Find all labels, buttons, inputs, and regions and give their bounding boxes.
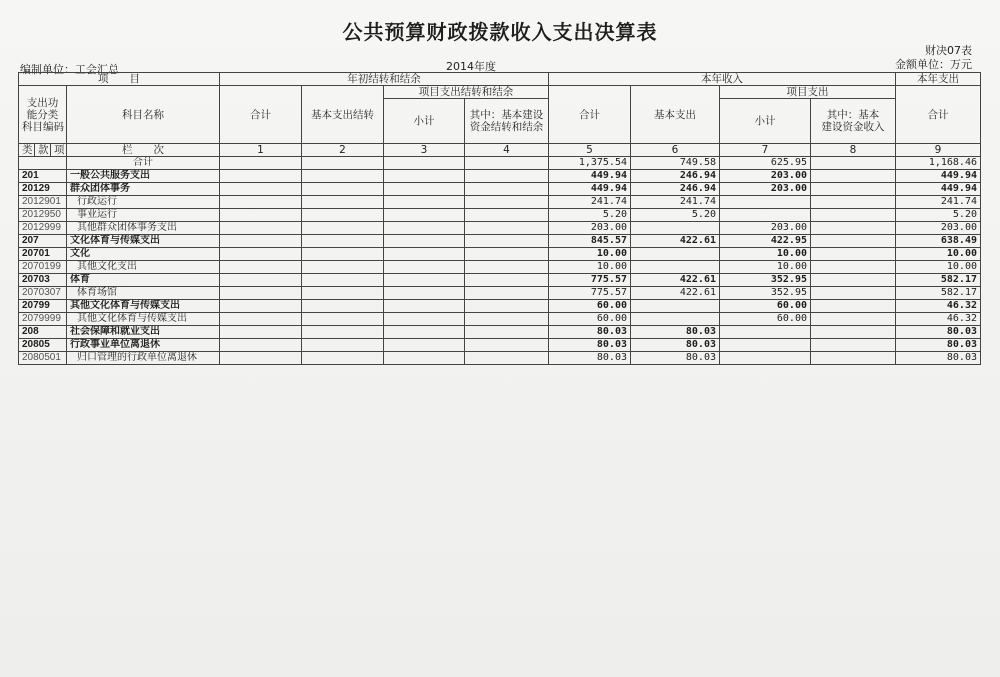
table-row <box>19 157 981 170</box>
cell-col-2 <box>302 248 384 261</box>
cell-col-7: 203.00 <box>720 183 811 196</box>
row-code: 208 <box>19 326 67 339</box>
cell-col-6: 80.03 <box>631 326 720 339</box>
row-subject-name: 体育 <box>67 274 220 287</box>
cell-col-2 <box>302 287 384 300</box>
row-code: 20799 <box>19 300 67 313</box>
col-no-5: 5 <box>549 144 631 157</box>
cell-col-3 <box>384 274 465 287</box>
cell-col-8 <box>811 196 896 209</box>
col-no-1: 1 <box>220 144 302 157</box>
cell-col-8 <box>811 339 896 352</box>
cell-col-8 <box>811 157 896 170</box>
col-no-4: 4 <box>465 144 549 157</box>
cell-col-6 <box>631 300 720 313</box>
cell-col-4 <box>465 157 549 170</box>
header-project-carry: 项目支出结转和结余 <box>384 86 549 99</box>
cell-col-5: 5.20 <box>549 209 631 222</box>
header-carry-infra-line1: 其中：基本建设 <box>469 109 544 121</box>
cell-col-9: 10.00 <box>896 248 981 261</box>
cell-col-4 <box>465 235 549 248</box>
header-subject-name: 科目名称 <box>67 86 220 144</box>
row-code <box>19 157 67 170</box>
cell-col-3 <box>384 326 465 339</box>
table-row <box>19 339 981 352</box>
cell-col-2 <box>302 313 384 326</box>
cell-col-8 <box>811 183 896 196</box>
header-carry-infra <box>465 99 549 144</box>
cell-col-3 <box>384 352 465 365</box>
cell-col-2 <box>302 300 384 313</box>
cell-col-9: 203.00 <box>896 222 981 235</box>
col-no-9: 9 <box>896 144 981 157</box>
row-code: 201 <box>19 170 67 183</box>
row-subject-name: 其他文化体育与传媒支出 <box>67 300 220 313</box>
cell-col-7: 352.95 <box>720 274 811 287</box>
header-project-infra-line2: 建设资金收入 <box>821 121 885 133</box>
cell-col-3 <box>384 170 465 183</box>
cell-col-1 <box>220 300 302 313</box>
cell-col-8 <box>811 274 896 287</box>
cell-col-1 <box>220 261 302 274</box>
cell-col-5: 203.00 <box>549 222 631 235</box>
cell-col-1 <box>220 170 302 183</box>
cell-col-3 <box>384 196 465 209</box>
header-item: 项 目 <box>19 73 220 86</box>
amount-unit: 金额单位：万元 <box>895 58 972 71</box>
cell-col-7 <box>720 352 811 365</box>
document-title: 公共预算财政拨款收入支出决算表 <box>342 20 658 44</box>
cell-col-2 <box>302 170 384 183</box>
cell-col-8 <box>811 170 896 183</box>
cell-col-3 <box>384 222 465 235</box>
cell-col-7 <box>720 196 811 209</box>
header-basic-carry: 基本支出结转 <box>302 86 384 144</box>
header-carry-subtotal: 小计 <box>384 99 465 144</box>
cell-col-3 <box>384 183 465 196</box>
cell-col-9: 5.20 <box>896 209 981 222</box>
row-code: 20805 <box>19 339 67 352</box>
header-project-subtotal: 小计 <box>720 99 811 144</box>
header-func-class-line3: 科目编码 <box>22 120 64 133</box>
cell-col-3 <box>384 209 465 222</box>
cell-col-4 <box>465 196 549 209</box>
row-code: 2070199 <box>19 261 67 274</box>
cell-col-9: 582.17 <box>896 287 981 300</box>
cell-col-5: 241.74 <box>549 196 631 209</box>
cell-col-3 <box>384 235 465 248</box>
cell-col-4 <box>465 287 549 300</box>
cell-col-2 <box>302 157 384 170</box>
cell-col-5: 449.94 <box>549 170 631 183</box>
cell-col-6: 80.03 <box>631 339 720 352</box>
cell-col-5: 80.03 <box>549 326 631 339</box>
cell-col-4 <box>465 300 549 313</box>
cell-col-1 <box>220 209 302 222</box>
header-column-no: 栏 次 <box>67 144 220 157</box>
cell-col-3 <box>384 313 465 326</box>
cell-col-6: 241.74 <box>631 196 720 209</box>
col-no-8: 8 <box>811 144 896 157</box>
cell-col-4 <box>465 183 549 196</box>
cell-col-2 <box>302 339 384 352</box>
cell-col-7: 10.00 <box>720 261 811 274</box>
cell-col-1 <box>220 326 302 339</box>
cell-col-6: 80.03 <box>631 352 720 365</box>
cell-col-7: 60.00 <box>720 313 811 326</box>
fiscal-year: 2014年度 <box>446 60 496 73</box>
row-code: 2012901 <box>19 196 67 209</box>
cell-col-7: 422.95 <box>720 235 811 248</box>
cell-col-6 <box>631 261 720 274</box>
header-expense-total: 合计 <box>896 86 981 144</box>
row-subject-name: 文化体育与传媒支出 <box>67 235 220 248</box>
row-subject-name: 行政事业单位离退休 <box>67 339 220 352</box>
cell-col-5: 10.00 <box>549 248 631 261</box>
cell-col-5: 60.00 <box>549 313 631 326</box>
cell-col-9: 80.03 <box>896 339 981 352</box>
cell-col-8 <box>811 235 896 248</box>
header-lei: 类 <box>19 144 35 157</box>
cell-col-8 <box>811 287 896 300</box>
cell-col-2 <box>302 235 384 248</box>
cell-col-1 <box>220 274 302 287</box>
cell-col-5: 1,375.54 <box>549 157 631 170</box>
cell-col-7 <box>720 209 811 222</box>
cell-col-3 <box>384 339 465 352</box>
cell-col-6: 246.94 <box>631 183 720 196</box>
table-row <box>19 248 981 261</box>
header-carry-infra-line2: 资金结转和结余 <box>469 121 544 133</box>
row-subject-name: 一般公共服务支出 <box>67 170 220 183</box>
cell-col-8 <box>811 300 896 313</box>
table-row <box>19 183 981 196</box>
col-no-6: 6 <box>631 144 720 157</box>
row-subject-name: 文化 <box>67 248 220 261</box>
cell-col-3 <box>384 287 465 300</box>
row-code: 2012950 <box>19 209 67 222</box>
cell-col-7: 203.00 <box>720 222 811 235</box>
table-row <box>19 222 981 235</box>
row-code: 2080501 <box>19 352 67 365</box>
row-subject-name: 合计 <box>67 157 220 170</box>
cell-col-5: 80.03 <box>549 352 631 365</box>
cell-col-5: 80.03 <box>549 339 631 352</box>
cell-col-6: 422.61 <box>631 235 720 248</box>
cell-col-4 <box>465 222 549 235</box>
header-current-expense: 本年支出 <box>896 73 981 86</box>
header-kuan: 款 <box>35 144 51 157</box>
row-subject-name: 体育场馆 <box>67 287 220 300</box>
cell-col-1 <box>220 196 302 209</box>
row-subject-name: 其他群众团体事务支出 <box>67 222 220 235</box>
cell-col-9: 582.17 <box>896 274 981 287</box>
cell-col-3 <box>384 300 465 313</box>
cell-col-2 <box>302 209 384 222</box>
row-subject-name: 行政运行 <box>67 196 220 209</box>
cell-col-1 <box>220 157 302 170</box>
row-subject-name: 其他文化体育与传媒支出 <box>67 313 220 326</box>
table-row <box>19 352 981 365</box>
cell-col-6: 422.61 <box>631 274 720 287</box>
cell-col-9: 10.00 <box>896 261 981 274</box>
cell-col-8 <box>811 261 896 274</box>
reporting-unit: 编制单位：工会汇总 <box>20 63 119 76</box>
cell-col-7: 625.95 <box>720 157 811 170</box>
cell-col-9: 46.32 <box>896 313 981 326</box>
cell-col-1 <box>220 313 302 326</box>
cell-col-5: 775.57 <box>549 274 631 287</box>
col-no-3: 3 <box>384 144 465 157</box>
col-no-7: 7 <box>720 144 811 157</box>
budget-table <box>18 72 981 365</box>
cell-col-7: 203.00 <box>720 170 811 183</box>
cell-col-5: 60.00 <box>549 300 631 313</box>
cell-col-7 <box>720 339 811 352</box>
cell-col-1 <box>220 339 302 352</box>
row-code: 207 <box>19 235 67 248</box>
table-row <box>19 196 981 209</box>
cell-col-1 <box>220 183 302 196</box>
cell-col-4 <box>465 261 549 274</box>
cell-col-6: 422.61 <box>631 287 720 300</box>
cell-col-3 <box>384 261 465 274</box>
cell-col-4 <box>465 209 549 222</box>
cell-col-8 <box>811 352 896 365</box>
cell-col-4 <box>465 339 549 352</box>
row-subject-name: 群众团体事务 <box>67 183 220 196</box>
header-opening-total: 合计 <box>220 86 302 144</box>
cell-col-4 <box>465 352 549 365</box>
cell-col-6 <box>631 313 720 326</box>
cell-col-5: 845.57 <box>549 235 631 248</box>
table-row <box>19 170 981 183</box>
header-opening-balance: 年初结转和结余 <box>220 73 549 86</box>
cell-col-5: 10.00 <box>549 261 631 274</box>
header-func-class-line1: 支出功 <box>26 96 59 109</box>
header-project-infra <box>811 99 896 144</box>
table-row <box>19 300 981 313</box>
row-subject-name: 归口管理的行政单位离退休 <box>67 352 220 365</box>
cell-col-4 <box>465 313 549 326</box>
cell-col-3 <box>384 248 465 261</box>
cell-col-6: 5.20 <box>631 209 720 222</box>
cell-col-9: 638.49 <box>896 235 981 248</box>
cell-col-1 <box>220 235 302 248</box>
table-row <box>19 209 981 222</box>
table-row <box>19 261 981 274</box>
cell-col-8 <box>811 222 896 235</box>
header-basic-expense: 基本支出 <box>631 86 720 144</box>
header-func-class-line2: 能分类 <box>26 108 59 121</box>
cell-col-7 <box>720 326 811 339</box>
row-code: 20703 <box>19 274 67 287</box>
header-project-expense: 项目支出 <box>720 86 896 99</box>
header-current-income: 本年收入 <box>549 73 896 86</box>
cell-col-5: 449.94 <box>549 183 631 196</box>
form-number: 财决07表 <box>925 44 972 57</box>
row-code: 20701 <box>19 248 67 261</box>
cell-col-8 <box>811 209 896 222</box>
row-subject-name: 社会保障和就业支出 <box>67 326 220 339</box>
cell-col-7: 352.95 <box>720 287 811 300</box>
table-row <box>19 326 981 339</box>
header-func-class <box>19 86 67 144</box>
cell-col-2 <box>302 261 384 274</box>
cell-col-2 <box>302 352 384 365</box>
cell-col-1 <box>220 352 302 365</box>
table-body <box>19 157 981 365</box>
cell-col-6: 246.94 <box>631 170 720 183</box>
cell-col-3 <box>384 157 465 170</box>
cell-col-5: 775.57 <box>549 287 631 300</box>
cell-col-6 <box>631 248 720 261</box>
cell-col-9: 449.94 <box>896 183 981 196</box>
row-subject-name: 事业运行 <box>67 209 220 222</box>
cell-col-4 <box>465 326 549 339</box>
cell-col-4 <box>465 248 549 261</box>
cell-col-1 <box>220 222 302 235</box>
row-subject-name: 其他文化支出 <box>67 261 220 274</box>
cell-col-8 <box>811 313 896 326</box>
cell-col-8 <box>811 248 896 261</box>
table-row <box>19 274 981 287</box>
cell-col-7: 10.00 <box>720 248 811 261</box>
col-no-2: 2 <box>302 144 384 157</box>
header-xiang: 项 <box>51 144 67 157</box>
cell-col-1 <box>220 248 302 261</box>
row-code: 2079999 <box>19 313 67 326</box>
table-row <box>19 287 981 300</box>
cell-col-9: 46.32 <box>896 300 981 313</box>
cell-col-1 <box>220 287 302 300</box>
cell-col-9: 449.94 <box>896 170 981 183</box>
table-row <box>19 235 981 248</box>
cell-col-2 <box>302 274 384 287</box>
cell-col-8 <box>811 326 896 339</box>
cell-col-4 <box>465 274 549 287</box>
row-code: 20129 <box>19 183 67 196</box>
cell-col-7: 60.00 <box>720 300 811 313</box>
cell-col-2 <box>302 326 384 339</box>
cell-col-2 <box>302 222 384 235</box>
header-income-total: 合计 <box>549 86 631 144</box>
table-row <box>19 313 981 326</box>
cell-col-2 <box>302 183 384 196</box>
cell-col-6 <box>631 222 720 235</box>
cell-col-9: 80.03 <box>896 326 981 339</box>
cell-col-2 <box>302 196 384 209</box>
cell-col-9: 80.03 <box>896 352 981 365</box>
row-code: 2012999 <box>19 222 67 235</box>
cell-col-6: 749.58 <box>631 157 720 170</box>
header-project-infra-line1: 其中：基本 <box>826 109 880 121</box>
cell-col-9: 1,168.46 <box>896 157 981 170</box>
row-code: 2070307 <box>19 287 67 300</box>
cell-col-4 <box>465 170 549 183</box>
cell-col-9: 241.74 <box>896 196 981 209</box>
